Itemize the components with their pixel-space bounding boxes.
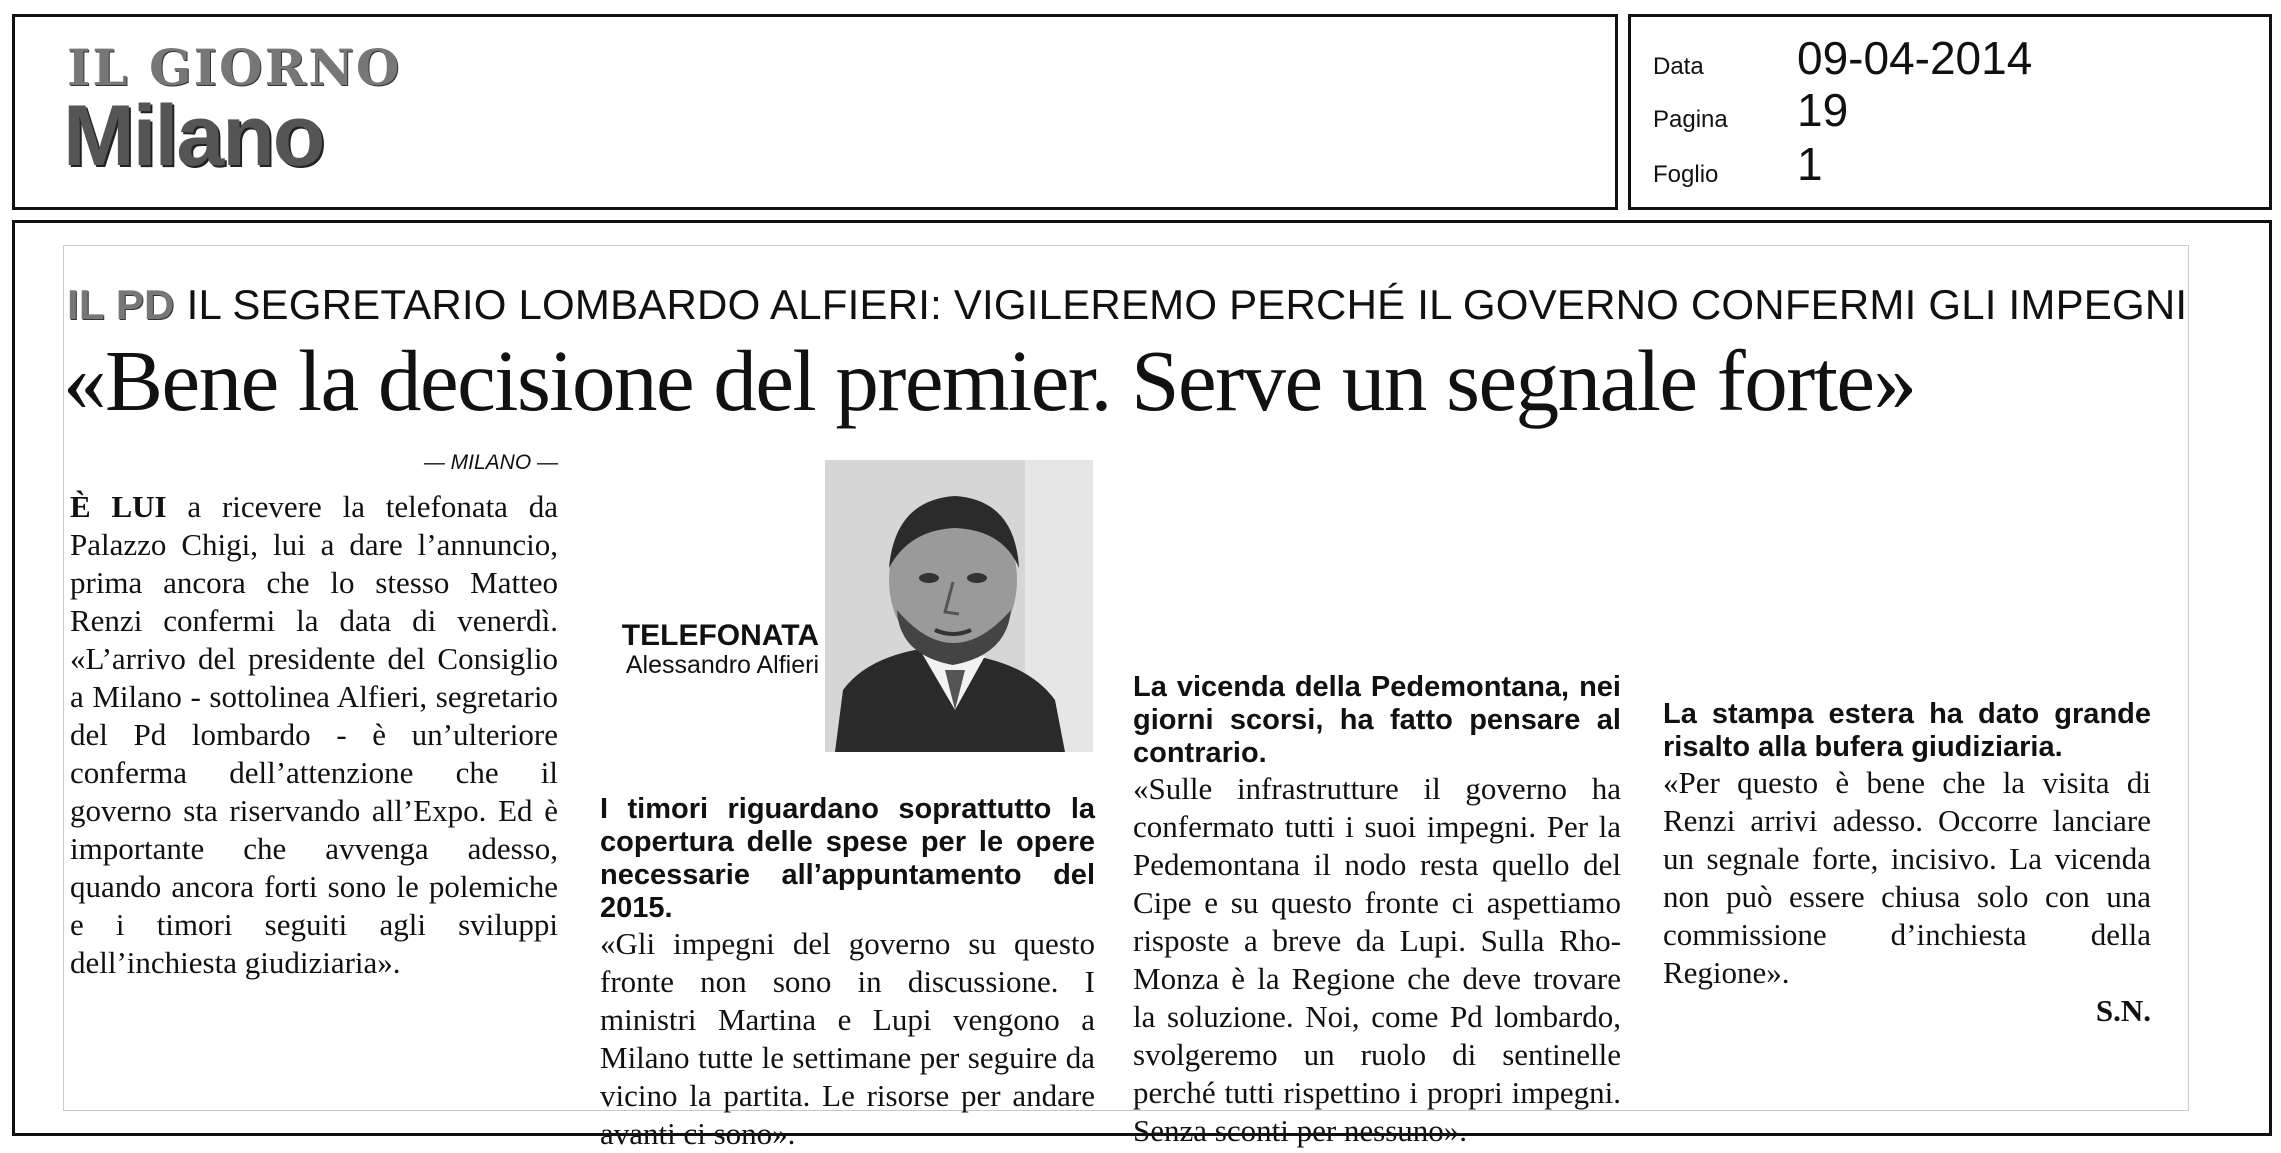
date-value: 09-04-2014 <box>1797 32 2033 84</box>
photo-caption-name: Alessandro Alfieri <box>625 651 819 679</box>
publication-edition: Milano <box>63 88 324 184</box>
article-headline: «Bene la decisione del premier. Serve un segnale forte» <box>63 332 1916 429</box>
intro-text: a ricevere la telefonata da Palazzo Chigi, lui a dare l’annuncio, prima ancora che lo stesso Matteo Renzi confermi la data di venerdì. «L’arrivo del presidente del Consiglio a Milano - sottolinea Alfieri, segretario del Pd lombardo - è un’ulteriore conferma dell’attenzione che il governo sta riservando all’Expo. Ed è importante che avvenga adesso, quando ancora forti sono le polemiche e i timori seguiti agli sviluppi dell’inchiesta giudiziaria». <box>70 489 559 980</box>
publication-name: IL GIORNO <box>67 38 402 97</box>
sheet-value: 1 <box>1797 138 1823 190</box>
article-column-2 <box>600 793 1095 1153</box>
question-2: La vicenda della Pedemontana, nei giorni scorsi, ha fatto pensare al contrario. <box>1133 671 1621 769</box>
photo-caption-title: TELEFONATA <box>621 619 819 652</box>
question-1: I timori riguardano soprattutto la copertura delle spese per le opere necessarie all’appuntamento del 2015. <box>600 793 1095 924</box>
question-3: La stampa estera ha dato grande risalto alla bufera giudiziaria. <box>1663 698 2151 763</box>
article-column-4 <box>1663 698 2151 1030</box>
alfieri-photo <box>825 460 1093 752</box>
answer-2: «Sulle infrastrutture il governo ha confermato tutti i suoi impegni. Per la Pedemontana il nodo resta quello del Cipe e su questo fronte ci aspettiamo risposte a breve da Lupi. Sulla Rho-Monza è la Regione che deve trovare la soluzione. Noi, come Pd lombardo, svolgeremo un ruolo di sentinelle perché tutti rispettino i propri impegni. Senza sconti per nessuno». <box>1133 771 1621 1148</box>
answer-3: «Per questo è bene che la visita di Renzi arrivi adesso. Occorre lanciare un segnale forte, incisivo. La vicenda non può essere chiusa solo con una commissione d’inchiesta della Regione». <box>1663 765 2151 990</box>
issue-info <box>1628 14 2272 210</box>
article-column-3 <box>1133 671 1621 1150</box>
lead-words: È LUI <box>70 489 167 524</box>
sheet-label: Foglio <box>1653 161 1719 188</box>
portrait-illustration <box>825 460 1093 752</box>
date-label: Data <box>1653 53 1704 80</box>
author-signature: S.N. <box>2095 993 2151 1028</box>
kicker-tag: IL PD <box>67 281 175 328</box>
masthead <box>12 14 1618 210</box>
photo-caption <box>587 620 819 680</box>
kicker-text: IL SEGRETARIO LOMBARDO ALFIERI: VIGILEREMO PERCHÉ IL GOVERNO CONFERMI GLI IMPEGNI <box>186 281 2188 328</box>
dateline: — MILANO — <box>423 451 558 474</box>
page-value: 19 <box>1797 84 1849 136</box>
page-label: Pagina <box>1653 106 1728 133</box>
intro-paragraph <box>70 488 558 982</box>
article-kicker <box>67 281 2187 329</box>
article-clipping <box>12 220 2272 1151</box>
answer-1: «Gli impegni del governo su questo fronte non sono in discussione. I ministri Martina e Lupi vengono a Milano tutte le settimane per seguire da vicino la partita. Le risorse per andare avanti ci sono». <box>600 926 1095 1151</box>
article-column-1 <box>70 448 558 982</box>
